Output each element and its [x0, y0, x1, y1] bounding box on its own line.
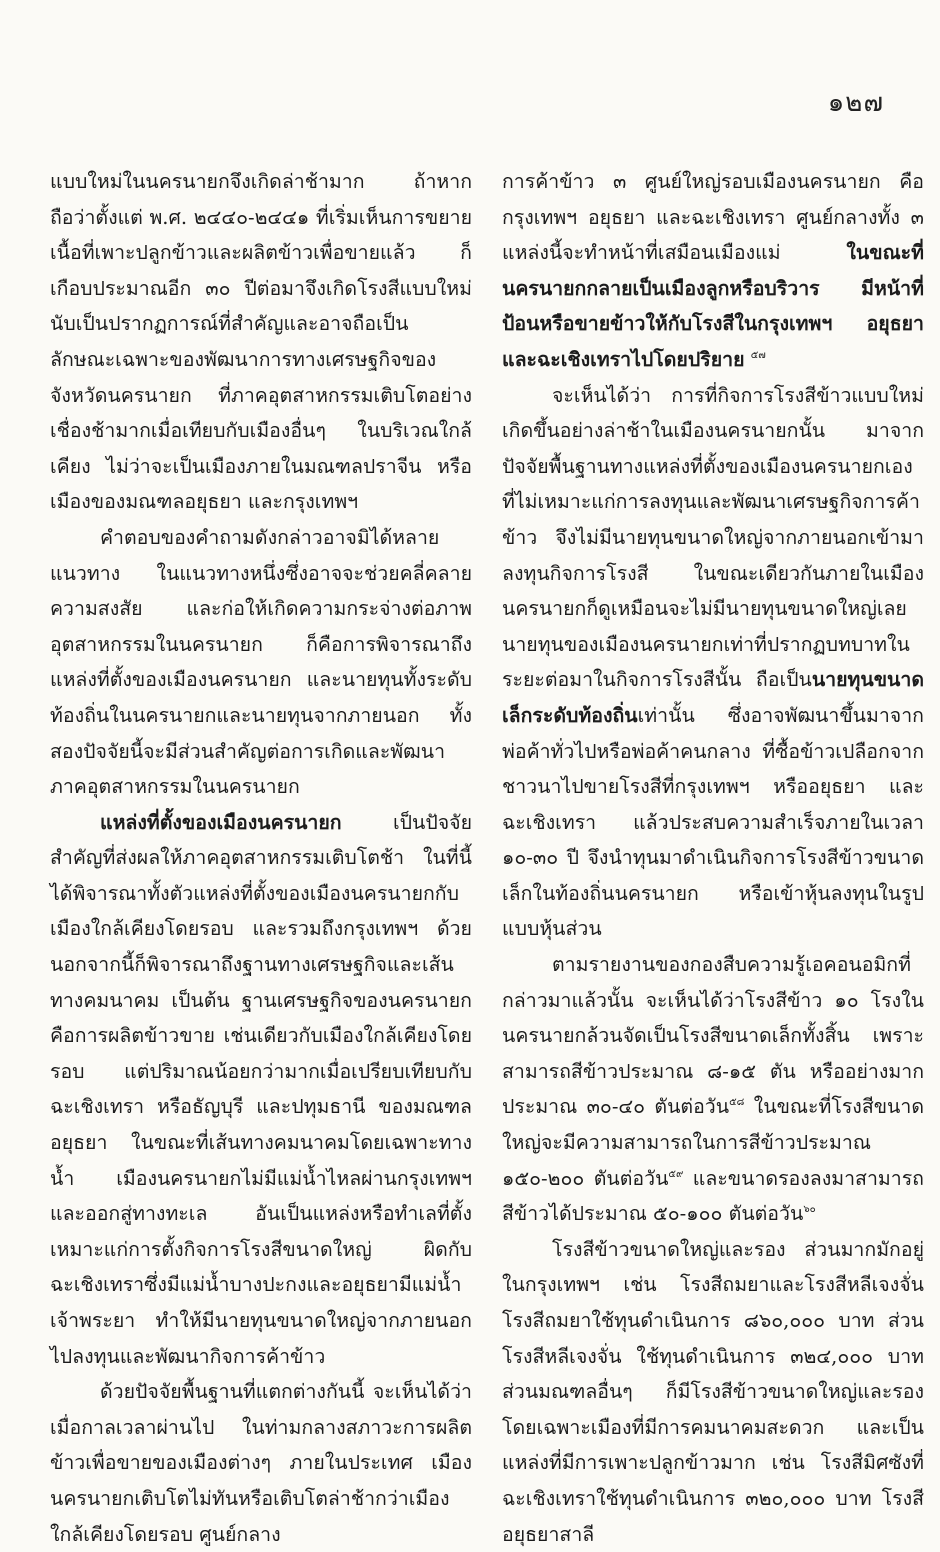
right-column: [502, 164, 924, 1552]
left-column: [50, 164, 472, 1552]
paragraph-text: เป็นปัจจัยสำคัญที่ส่งผลให้ภาคอุตสาหกรรมเติบโตช้า ในที่นี้ได้พิจารณาทั้งตัวแหล่งที่ตั้งของเมืองนครนายกกับเมืองใกล้เคียงโดยรอบ และรวมถึงกรุงเทพฯ ด้วย นอกจากนี้ก็พิจารณาถึงฐานทางเศรษฐกิจและเส้นทางคมนาคม เป็นต้น ฐานเศรษฐกิจของนครนายก คือการผลิตข้าวขาย เช่นเดียวกับเมืองใกล้เคียงโดยรอบ แต่ปริมาณน้อยกว่ามากเมื่อเปรียบเทียบกับฉะเชิงเทรา หรือธัญบุรี และปทุมธานี ของมณฑลอยุธยา ในขณะที่เส้นทางคมนาคมโดยเฉพาะทางน้ำ เมืองนครนายกไม่มีแม่น้ำไหลผ่านกรุงเทพฯ และออกสู่ทางทะเล อันเป็นแหล่งหรือทำเลที่ตั้งเหมาะแก่การตั้งกิจการโรงสีขนาดใหญ่ ผิดกับฉะเชิงเทราซึ่งมีแม่น้ำบางปะกงและอยุธยามีแม่น้ำเจ้าพระยา ทำให้มีนายทุนขนาดใหญ่จากภายนอกไปลงทุนและพัฒนากิจการค้าข้าว: [50, 810, 472, 1368]
paragraph-text: เท่านั้น ซึ่งอาจพัฒนาขึ้นมาจากพ่อค้าทั่วไปหรือพ่อค้าคนกลาง ที่ซื้อข้าวเปลือกจากชาวนาไปขายโรงสีที่กรุงเทพฯ หรืออยุธยา และฉะเชิงเทรา แล้วประสบความสำเร็จภายในเวลา ๑๐-๓๐ ปี จึงนำทุนมาดำเนินกิจการโรงสีข้าวขนาดเล็กในท้องถิ่นนครนายก หรือเข้าหุ้นลงทุนในรูปแบบหุ้นส่วน: [502, 703, 924, 941]
footnote-ref: ๕๙: [668, 1168, 684, 1180]
bold-phrase: นายทุนขนาดเล็กระดับท้องถิ่น: [502, 668, 924, 727]
bold-heading-phrase: แหล่งที่ตั้งของเมืองนครนายก: [100, 810, 342, 834]
page-number: ๑๒๗: [827, 88, 884, 118]
bold-phrase: ในขณะที่นครนายกกลายเป็นเมืองลูกหรือบริวาร มีหน้าที่ป้อนหรือขายข้าวให้กับโรงสีในกรุงเทพฯ อยุธยา และฉะเชิงเทราไปโดยปริยาย: [502, 241, 924, 371]
paragraph-text: ในขณะที่โรงสีขนาดใหญ่จะมีความสามารถในการสีข้าวประมาณ ๑๕๐-๒๐๐ ตันต่อวัน: [502, 1095, 924, 1190]
paragraph: โรงสีข้าวขนาดใหญ่และรอง ส่วนมากมักอยู่ในกรุงเทพฯ เช่น โรงสีถมยาและโรงสีหลีเจงจั่น โรงสีถมยาใช้ทุนดำเนินการ ๘๖๐,๐๐๐ บาท ส่วนโรงสีหลีเจงจั่น ใช้ทุนดำเนินการ ๓๒๔,๐๐๐ บาท ส่วนมณฑลอื่นๆ ก็มีโรงสีข้าวขนาดใหญ่และรอง โดยเฉพาะเมืองที่มีการคมนาคมสะดวก และเป็นแหล่งที่มีการเพาะปลูกข้าวมาก เช่น โรงสีมิศซังที่ฉะเชิงเทราใช้ทุนดำเนินการ ๓๒๐,๐๐๐ บาท โรงสีอยุธยาสาลี: [502, 1237, 924, 1546]
paragraph: [50, 805, 472, 1375]
paragraph-text: ตามรายงานของกองสืบความรู้เอคอนอมิกที่กล่าวมาแล้วนั้น จะเห็นได้ว่าโรงสีข้าว ๑๐ โรงในนครนายกล้วนจัดเป็นโรงสีขนาดเล็กทั้งสิ้น เพราะสามารถสีข้าวประมาณ ๘-๑๕ ตัน หรืออย่างมากประมาณ ๓๐-๔๐ ตันต่อวัน: [502, 953, 924, 1119]
paragraph: [502, 164, 924, 378]
paragraph: [502, 947, 924, 1232]
paragraph-text: และขนาดรองลงมาสามารถสีข้าวได้ประมาณ ๕๐-๑๐๐ ตันต่อวัน: [502, 1166, 924, 1226]
footnote-ref: ๕๗: [750, 349, 766, 361]
paragraph: แบบใหม่ในนครนายกจึงเกิดล่าช้ามาก ถ้าหากถือว่าตั้งแต่ พ.ศ. ๒๔๔๐-๒๔๔๑ ที่เริ่มเห็นการขยายเนื้อที่เพาะปลูกข้าวและผลิตข้าวเพื่อขายแล้ว ก็เกือบประมาณอีก ๓๐ ปีต่อมาจึงเกิดโรงสีแบบใหม่ นับเป็นปรากฏการณ์ที่สำคัญและอาจถือเป็นลักษณะเฉพาะของพัฒนาการทางเศรษฐกิจของจังหวัดนครนายก ที่ภาคอุตสาหกรรมเติบโตอย่างเชื่องช้ามากเมื่อเทียบกับเมืองอื่นๆ ในบริเวณใกล้เคียง ไม่ว่าจะเป็นเมืองภายในมณฑลปราจีน หรือเมืองของมณฑลอยุธยา และกรุงเทพฯ: [50, 170, 472, 514]
paragraph-text: จะเห็นได้ว่า การที่กิจการโรงสีข้าวแบบใหม่เกิดขึ้นอย่างล่าช้าในเมืองนครนายกนั้น มาจากปัจจัยพื้นฐานทางแหล่งที่ตั้งของเมืองนครนายกเอง ที่ไม่เหมาะแก่การลงทุนและพัฒนาเศรษฐกิจการค้าข้าว จึงไม่มีนายทุนขนาดใหญ่จากภายนอกเข้ามาลงทุนกิจการโรงสี ในขณะเดียวกันภายในเมืองนครนายกก็ดูเหมือนจะไม่มีนายทุนขนาดใหญ่เลย นายทุนของเมืองนครนายกเท่าที่ปรากฏบทบาทในระยะต่อมาในกิจการโรงสีนั้น ถือเป็น: [502, 383, 924, 692]
paragraph: คำตอบของคำถามดังกล่าวอาจมิได้หลายแนวทาง ในแนวทางหนึ่งซึ่งอาจจะช่วยคลี่คลายความสงสัย และก่อให้เกิดความกระจ่างต่อภาพอุตสาหกรรมในนครนายก ก็คือการพิจารณาถึงแหล่งที่ตั้งของเมืองนครนายก และนายทุนทั้งระดับท้องถิ่นในนครนายกและนายทุนจากภายนอก ทั้งสองปัจจัยนี้จะมีส่วนสำคัญต่อการเกิดและพัฒนาภาคอุตสาหกรรมในนครนายก: [50, 525, 472, 799]
paragraph: ด้วยปัจจัยพื้นฐานที่แตกต่างกันนี้ จะเห็นได้ว่าเมื่อกาลเวลาผ่านไป ในท่ามกลางสภาวะการผลิตข้าวเพื่อขายของเมืองต่างๆ ภายในประเทศ เมืองนครนายกเติบโตไม่ทันหรือเติบโตล่าช้ากว่าเมืองใกล้เคียงโดยรอบ ศูนย์กลาง: [50, 1380, 472, 1546]
paragraph: [502, 378, 924, 948]
footnote-ref: ๖๐: [803, 1204, 816, 1216]
footnote-ref: ๕๘: [729, 1097, 745, 1109]
paragraph-text: การค้าข้าว ๓ ศูนย์ใหญ่รอบเมืองนครนายก คือ กรุงเทพฯ อยุธยา และฉะเชิงเทรา ศูนย์กลางทั้ง ๓ แหล่งนี้จะทำหน้าที่เสมือนเมืองแม่: [502, 170, 924, 265]
